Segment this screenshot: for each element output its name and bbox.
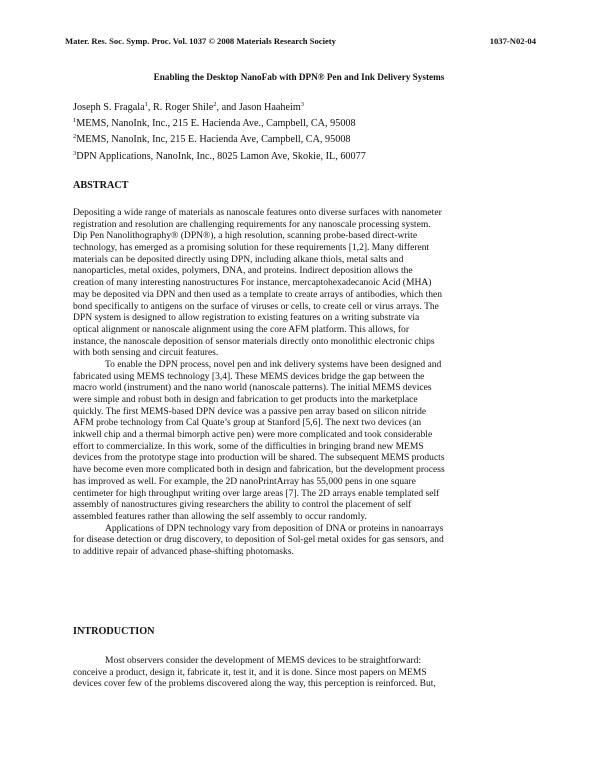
abstract-line: may be deposited via DPN and then used as a template to create arrays of antibodies, which then [73, 288, 443, 300]
abstract-line: optical alignment or nanoscale alignment using the core AFM platform. This allows, for [73, 323, 410, 335]
affiliation-1 [73, 116, 366, 132]
abstract-para2-line: AFM probe technology from Cal Quate’s group at Stanford [5,6]. The next two devices (an [73, 417, 422, 429]
abstract-para2-line: quickly. The first MEMS-based DPN device was a passive pen array based on silicon nitride [73, 405, 427, 417]
abstract-para3-line: Applications of DPN technology vary from deposition of DNA or proteins in nanoarrays [105, 522, 444, 534]
abstract-para2-line: assembled features rather than allowing the self assembly to occur randomly. [73, 510, 367, 522]
affil-1-mark: 1 [73, 117, 77, 125]
author-2-affil-mark: 2 [213, 101, 217, 108]
abstract-para2-line: assembly of nanostructures giving researchers the ability to control the placement of self [73, 499, 412, 511]
journal-citation: Mater. Res. Soc. Symp. Proc. Vol. 1037 © 2008 Materials Research Society [65, 36, 336, 46]
author-1: Joseph S. Fragala [73, 102, 145, 113]
abstract-heading: ABSTRACT [73, 180, 129, 191]
abstract-para2-line: To enable the DPN process, novel pen and ink delivery systems have been designed and [105, 358, 442, 370]
abstract-para2-line: centimeter for high throughput writing over large areas [7]. The 2D arrays enable templated self [73, 487, 440, 499]
abstract-line: with both sensing and circuit features. [73, 347, 219, 359]
abstract-para2-line: inkwell chip and a thermal bimorph active pen) were more complicated and took considerable [73, 429, 433, 441]
author-3: , and Jason Haaheim [216, 102, 301, 113]
affil-3-mark: 3 [73, 149, 77, 157]
introduction-body [73, 655, 533, 690]
abstract-para2-line: fabricated using MEMS technology [3,4]. These MEMS devices bridge the gap between the [73, 370, 425, 382]
introduction-line: Most observers consider the development of MEMS devices to be straightforward: [105, 655, 422, 666]
introduction-heading: INTRODUCTION [73, 626, 155, 637]
author-block [73, 100, 366, 165]
affiliation-3-text: DPN Applications, NanoInk, Inc., 8025 Lamon Ave, Skokie, IL, 60077 [76, 150, 366, 162]
abstract-line: creation of many interesting nanostructures For instance, mercaptohexadecanoic Acid (MHA) [73, 277, 432, 289]
abstract-line: registration and resolution are challenging requirements for any nanoscale processing system. [73, 218, 431, 230]
abstract-para3-line: to additive repair of advanced phase-shifting photomasks. [73, 545, 294, 557]
author-1-affil-mark: 1 [144, 101, 148, 108]
abstract-para2-line: macro world (instrument) and the nano world (nanoscale patterns). The initial MEMS devices [73, 382, 432, 394]
abstract-para2-line: has improved as well. For example, the 2D nanoPrintArray has 55,000 pens in one square [73, 475, 416, 487]
abstract-body [73, 207, 533, 558]
abstract-line: bond specifically to antigens on the surface of viruses or cells, to create cell or virus arrays. The [73, 300, 439, 312]
affiliation-3 [73, 149, 366, 165]
affil-2-mark: 2 [73, 133, 77, 141]
abstract-para2-line: effort to commercialize. In this work, some of the difficulties in bringing brand new MEMS [73, 440, 424, 452]
abstract-line: instance, the nanoscale deposition of sensor materials directly onto monolithic electronic chips [73, 335, 435, 347]
abstract-para2-line: devices from the prototype stage into production will be shared. The subsequent MEMS products [73, 452, 445, 464]
affiliation-1-text: MEMS, NanoInk, Inc., 215 E. Hacienda Ave., Campbell, CA, 95008 [76, 118, 356, 130]
introduction-line: devices cover few of the problems discovered along the way, this perception is reinforced. But, [73, 678, 436, 690]
abstract-para2-line: were simple and robust both in design and fabrication to get products into the marketplace [73, 394, 418, 405]
author-line [73, 100, 366, 116]
introduction-line: conceive a product, design it, fabricate it, test it, and it is done. Since most papers on MEMS [73, 666, 427, 678]
author-2: , R. Roger Shile [147, 102, 214, 113]
abstract-line: Depositing a wide range of materials as nanoscale features onto diverse surfaces with nanometer [73, 207, 442, 218]
abstract-line: technology, has emerged as a promising solution for these requirements [1,2]. Many different [73, 242, 430, 254]
paper-number: 1037-N02-04 [489, 36, 536, 46]
abstract-line: Dip Pen Nanolithography® (DPN®), a high resolution, scanning probe-based direct-write [73, 230, 418, 242]
abstract-line: DPN system is designed to allow registration to existing features on a writing substrate via [73, 312, 420, 324]
affiliation-2-text: MEMS, NanoInk, Inc, 215 E. Hacienda Ave, Campbell, CA, 95008 [76, 134, 351, 146]
abstract-para3-line: for disease detection or drug discovery, to deposition of Sol-gel metal oxides for gas sensors, and [73, 534, 444, 546]
author-3-affil-mark: 3 [300, 101, 305, 108]
affiliation-2 [73, 132, 366, 148]
running-header [65, 36, 536, 50]
abstract-line: nanoparticles, metal oxides, polymers, DNA, and proteins. Indirect deposition allows the [73, 265, 413, 277]
paper-title: Enabling the Desktop NanoFab with DPN® Pen and Ink Delivery Systems [153, 72, 445, 82]
abstract-para2-line: have become even more complicated both in design and fabrication, but the development process [73, 464, 445, 476]
abstract-line: materials can be deposited directly using DPN, including alkane thiols, metal salts and [73, 253, 404, 265]
